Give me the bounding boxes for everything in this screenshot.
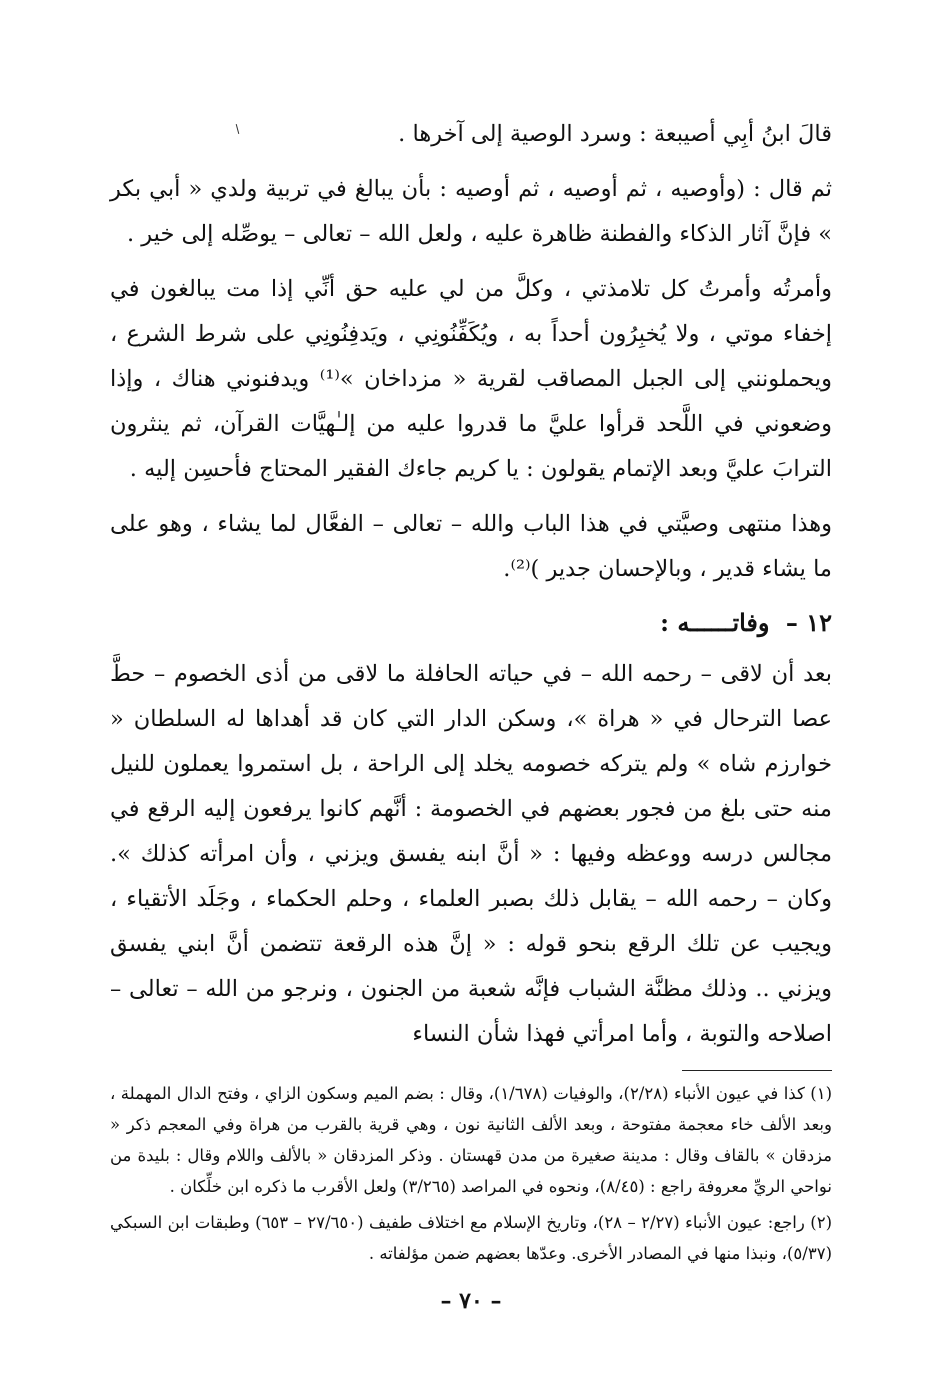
section-number: ١٢ –	[785, 608, 832, 637]
footnote-1: (١) كذا في عيون الأنباء (٢/٢٨)، والوفيات (١/٦٧٨)، وقال : بضم الميم وسكون الزاي ، وفتح الدال المهملة ، وبعد الألف خاء معجمة مفتوحة ، وبعد الألف الثانية نون ، وهي قرية بالقرب من هراة وفي المعجم ذكر « مزدقان » بالقاف وقال : مدينة صغيرة من مدن قهستان . وذكر المزدقان « بالألف واللام وقال : بليدة من نواحي الريِّ معروفة راجع : (٨/٤٥)، ونحوه في المراصد (٣/٢٦٥) ولعل الأقرب ما ذكره ابن خلِّكان .	[110, 1084, 833, 1196]
paragraph-1: قالَ ابنُ أبِي أصيبعة : وسرد الوصية إلى آخرها .	[398, 121, 832, 147]
paragraph-4: وهذا منتهى وصيَّتي في هذا الباب والله – تعالى – الفعَّال لما يشاء ، وهو على ما يشاء قدير ، وبالإحسان جدير )⁽²⁾.	[110, 511, 832, 582]
page-number: – ٧٠ –	[440, 1288, 502, 1314]
footnote-2: (٢) راجع: عيون الأنباء (٢/٢٧ – ٢٨)، وتاريخ الإسلام مع اختلاف طفيف (٢٧/٦٥٠ – ٦٥٣) وطبقات ابن السبكي (٥/٣٧)، ونبذا منها في المصادر الأخرى. وعدّها بعضهم ضمن مؤلفاته .	[110, 1213, 833, 1263]
paragraph-3: وأمرتُه وأمرتُ كل تلامذتي ، وكلَّ من لي عليه حق أنِّي إذا مت يبالغون في إخفاء موتي ، ولا يُخبِرُون أحداً به ، ويُكَفِّنُونِي ، ويَدفِنُونِي على شرط الشرع ، ويحملونني إلى الجبل المصاقب لقرية « مزداخان »⁽¹⁾ ويدفنوني هناك ، وإذا وضعوني في اللَّحد قرأوا عليَّ ما قدروا عليه من إلـٰهيَّات القرآن، ثم ينثرون الترابَ عليَّ وبعد الإتمام يقولون : يا كريم جاءك الفقير المحتاج فأحسِن إليه .	[110, 276, 832, 482]
section-heading	[110, 600, 832, 646]
section-paragraph-1: بعد أن لاقى – رحمه الله – في حياته الحافلة ما لاقى من أذى الخصوم – حطَّ عصا الترحال في « هراة »، وسكن الدار التي كان قد أهداها له السلطان « خوارزم شاه » ولم يتركه خصومه يخلد إلى الراحة ، بل استمروا يعملون للنيل منه حتى بلغ من فجور بعضهم في الخصومة : أنَّهم كانوا يرفعون إليه الرقع في مجالس درسه ووعظه وفيها : « أنَّ ابنه يفسق ويزني ، وأن امرأته كذلك ». وكان – رحمه الله – يقابل ذلك بصبر العلماء ، وحلم الحكماء ، وجَلَد الأتقياء ، ويجيب عن تلك الرقع بنحو قوله : « إنَّ هذه الرقعة تتضمن أنَّ ابني يفسق ويزني .. وذلك مظنَّة الشباب فإنَّه شعبة من الجنون ، ونرجو من الله – تعالى – اصلاحه والتوبة ، وأما امرأتي فهذا شأن النساء	[110, 661, 832, 1047]
book-page	[110, 112, 832, 1312]
paragraph-2: ثم قال : (وأوصيه ، ثم أوصيه ، ثم أوصيه : بأن يبالغ في تربية ولدي « أبي بكر » فإنَّ آثار الذكاء والفطنة ظاهرة عليه ، ولعل الله – تعالى – يوصِّله إلى خير .	[110, 176, 832, 247]
footnotes	[110, 1078, 832, 1274]
section-title: وفاتــــــه :	[660, 608, 770, 637]
footnote-divider	[682, 1070, 832, 1071]
